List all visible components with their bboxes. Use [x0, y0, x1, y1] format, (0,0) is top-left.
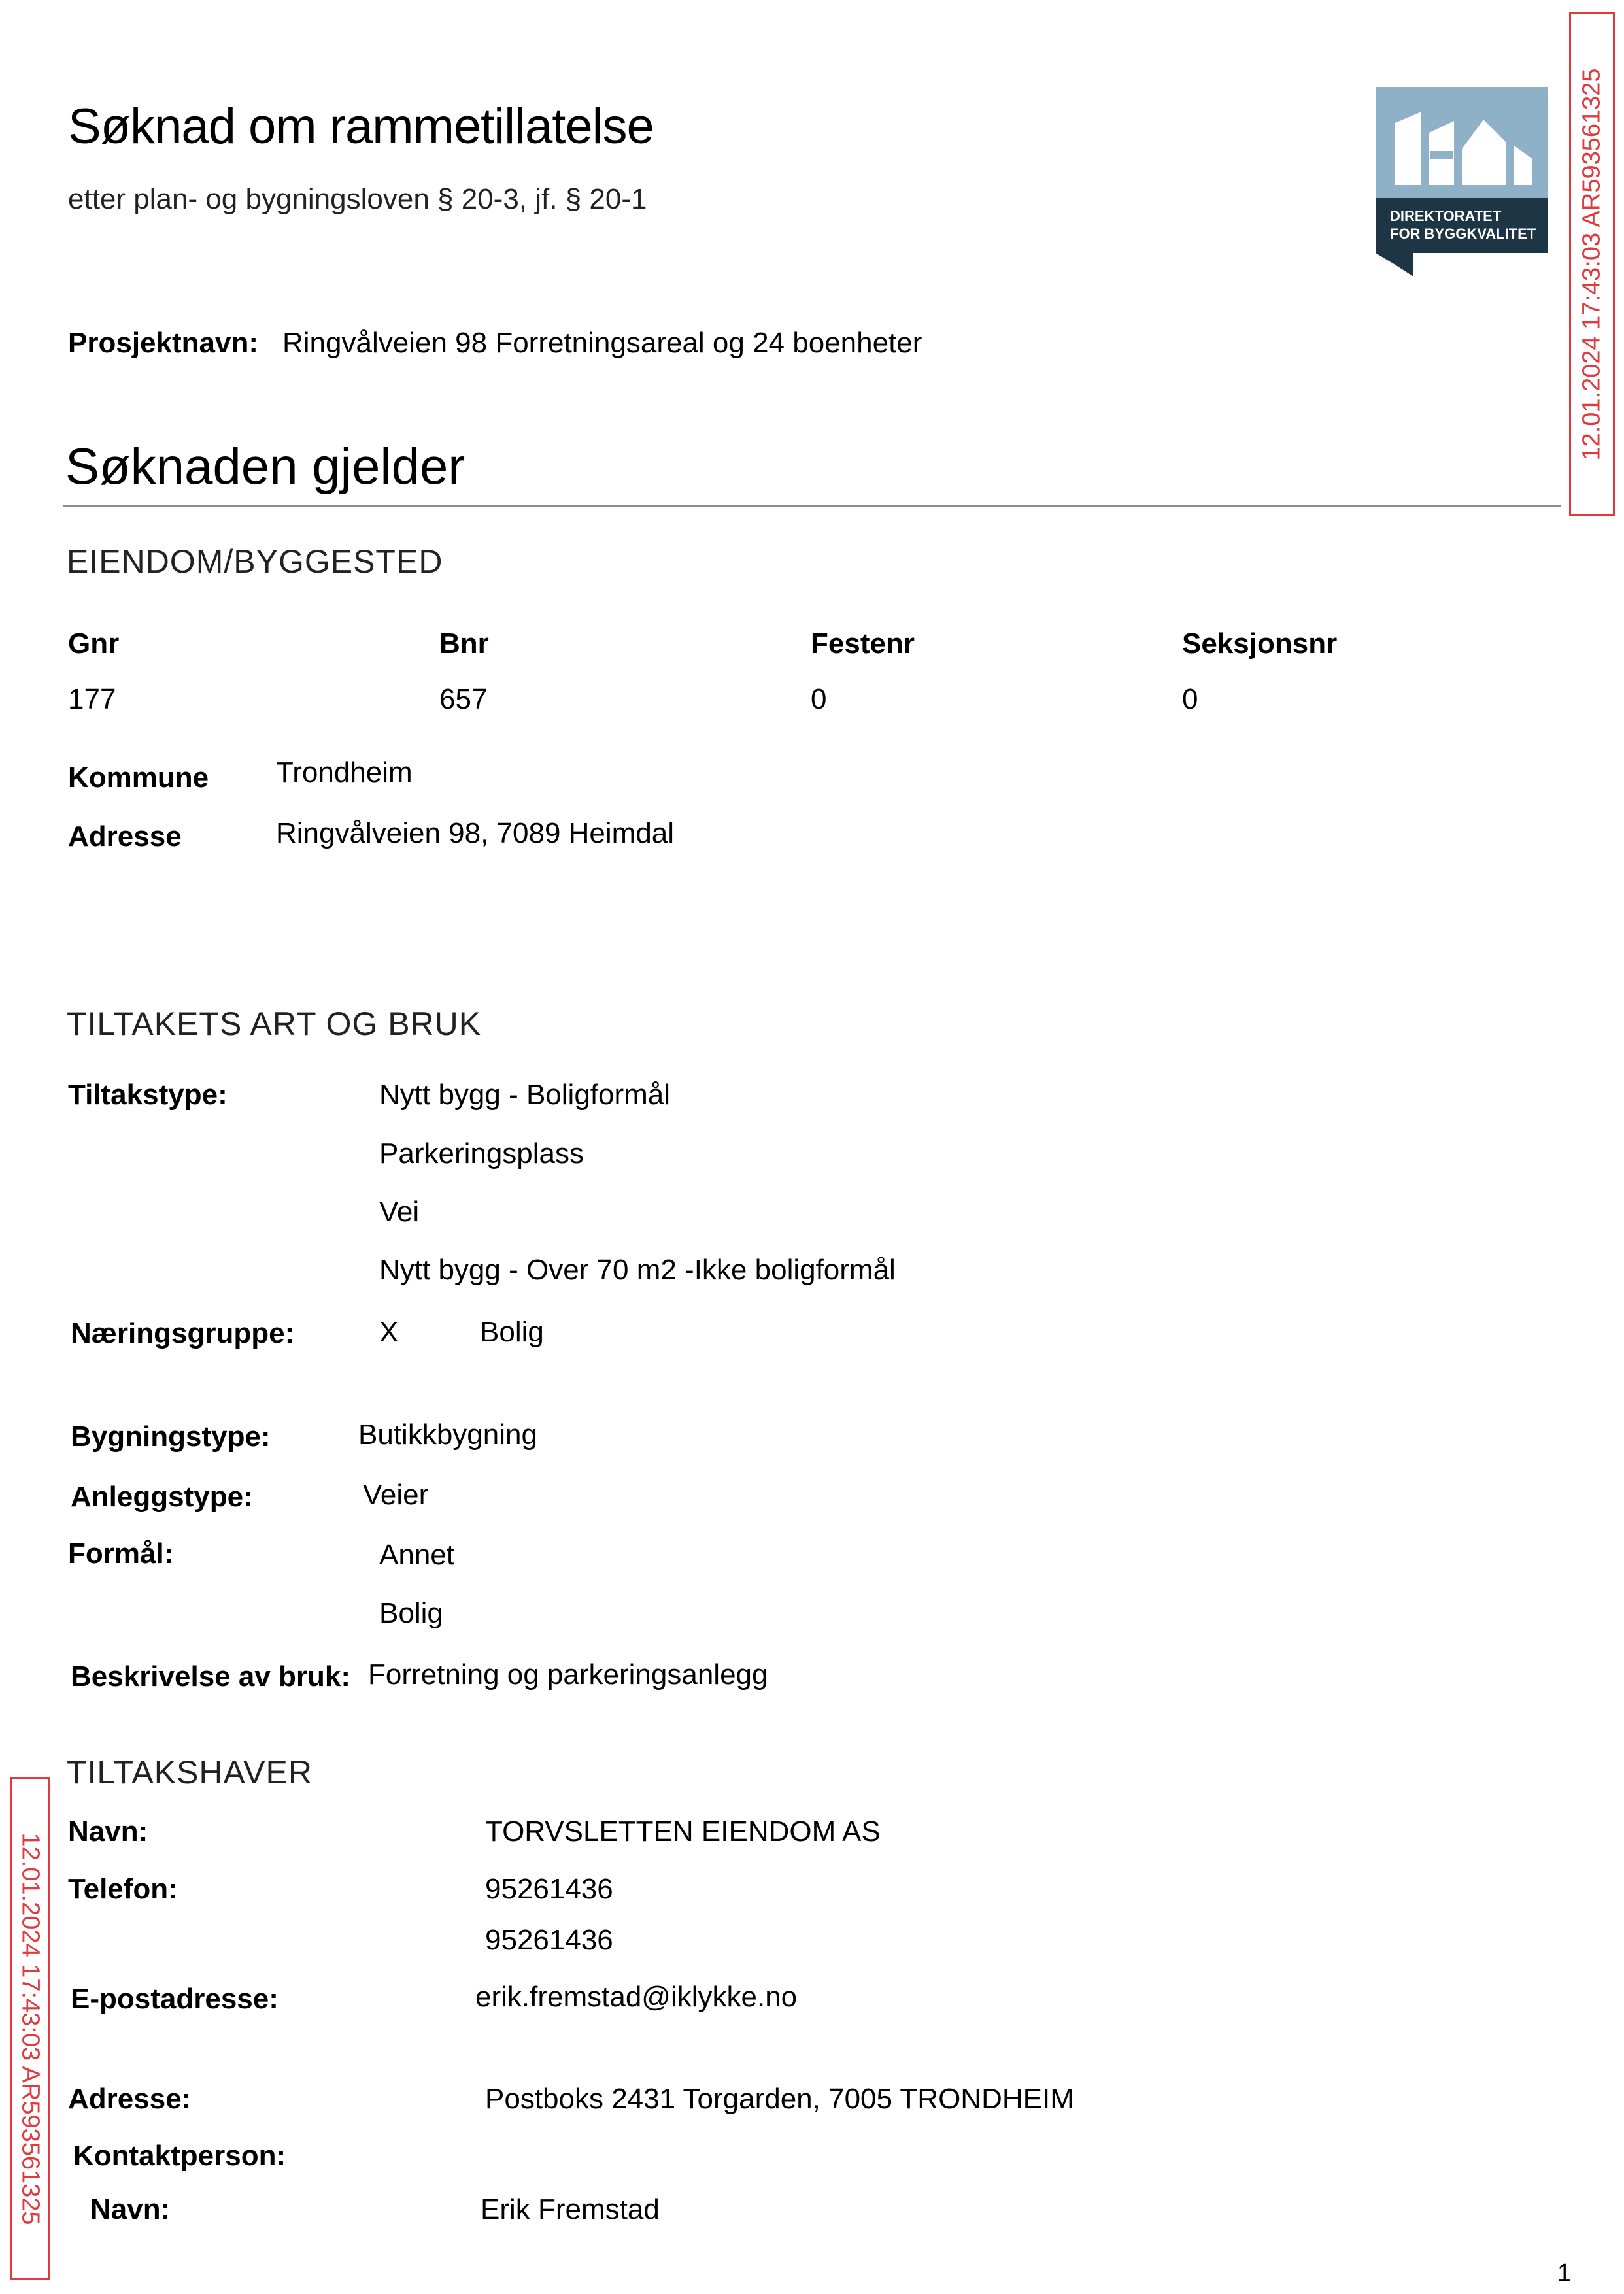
seksjonsnr-value: 0: [1182, 683, 1198, 715]
property-heading: EIENDOM/BYGGESTED: [67, 543, 443, 580]
receipt-stamp-top-text: 12.01.2024 17:43:03 AR593561325: [1578, 67, 1606, 461]
tiltakstype-item: Vei: [379, 1196, 420, 1228]
naeringsgruppe-code: X: [379, 1316, 399, 1348]
tiltakshaver-navn-value: TORVSLETTEN EIENDOM AS: [485, 1815, 881, 1847]
beskrivelse-value: Forretning og parkeringsanlegg: [368, 1659, 768, 1691]
bnr-label: Bnr: [439, 628, 489, 660]
formal-item: Annet: [379, 1539, 454, 1571]
section-title: Søknaden gjelder: [65, 437, 465, 495]
logo-text-line-2: FOR BYGGKVALITET: [1390, 226, 1536, 242]
festenr-label: Festenr: [811, 628, 915, 660]
tiltak-heading: TILTAKETS ART OG BRUK: [67, 1005, 482, 1042]
bygningstype-label: Bygningstype:: [71, 1421, 271, 1453]
seksjonsnr-label: Seksjonsnr: [1182, 628, 1338, 660]
receipt-stamp-bottom: [10, 1777, 50, 2280]
kontakt-navn-value: Erik Fremstad: [481, 2193, 660, 2225]
anleggstype-label: Anleggstype:: [71, 1481, 253, 1513]
tiltakstype-item: Parkeringsplass: [379, 1138, 584, 1170]
dibk-logo: [1376, 87, 1548, 277]
naeringsgruppe-value: Bolig: [480, 1316, 544, 1348]
document-subtitle: etter plan- og bygningsloven § 20-3, jf. § 20-1: [68, 183, 647, 215]
receipt-stamp-bottom-text: 12.01.2024 17:43:03 AR593561325: [16, 1832, 44, 2225]
dibk-logo-graphic: [1376, 87, 1548, 277]
kontakt-navn-label: Navn:: [90, 2193, 171, 2225]
project-name-label: Prosjektnavn:: [68, 327, 258, 359]
formal-item: Bolig: [379, 1597, 443, 1629]
tiltakstype-item: Nytt bygg - Over 70 m2 -Ikke boligformål: [379, 1254, 896, 1286]
kommune-value: Trondheim: [276, 756, 413, 788]
tiltakstype-item: Nytt bygg - Boligformål: [379, 1079, 671, 1111]
beskrivelse-label: Beskrivelse av bruk:: [71, 1661, 351, 1693]
telefon-label: Telefon:: [68, 1873, 178, 1905]
festenr-value: 0: [811, 683, 827, 715]
telefon-value: 95261436: [485, 1924, 613, 1956]
telefon-value: 95261436: [485, 1873, 613, 1905]
project-name-value: Ringvålveien 98 Forretningsareal og 24 boenheter: [282, 327, 922, 359]
tiltakshaver-adresse-value: Postboks 2431 Torgarden, 7005 TRONDHEIM: [485, 2083, 1074, 2115]
kontaktperson-label: Kontaktperson:: [73, 2140, 286, 2172]
adresse-label: Adresse: [68, 820, 182, 852]
bnr-value: 657: [439, 683, 488, 715]
tiltakshaver-heading: TILTAKSHAVER: [67, 1754, 313, 1791]
logo-text-line-1: DIREKTORATET: [1390, 208, 1502, 224]
page-number: 1: [1557, 2259, 1572, 2287]
bygningstype-value: Butikkbygning: [358, 1419, 537, 1451]
tiltakshaver-navn-label: Navn:: [68, 1815, 148, 1847]
gnr-label: Gnr: [68, 628, 120, 660]
epost-label: E-postadresse:: [71, 1983, 279, 2015]
kommune-label: Kommune: [68, 762, 209, 794]
document-title: Søknad om rammetillatelse: [68, 99, 654, 154]
section-divider: [63, 505, 1561, 507]
anleggstype-value: Veier: [363, 1479, 429, 1511]
adresse-value: Ringvålveien 98, 7089 Heimdal: [276, 817, 675, 849]
receipt-stamp-top: [1569, 12, 1615, 516]
naeringsgruppe-label: Næringsgruppe:: [71, 1317, 295, 1349]
epost-value: erik.fremstad@iklykke.no: [475, 1981, 798, 2013]
formal-label: Formål:: [68, 1538, 174, 1570]
tiltakstype-label: Tiltakstype:: [68, 1079, 228, 1111]
gnr-value: 177: [68, 683, 116, 715]
tiltakshaver-adresse-label: Adresse:: [68, 2083, 192, 2115]
